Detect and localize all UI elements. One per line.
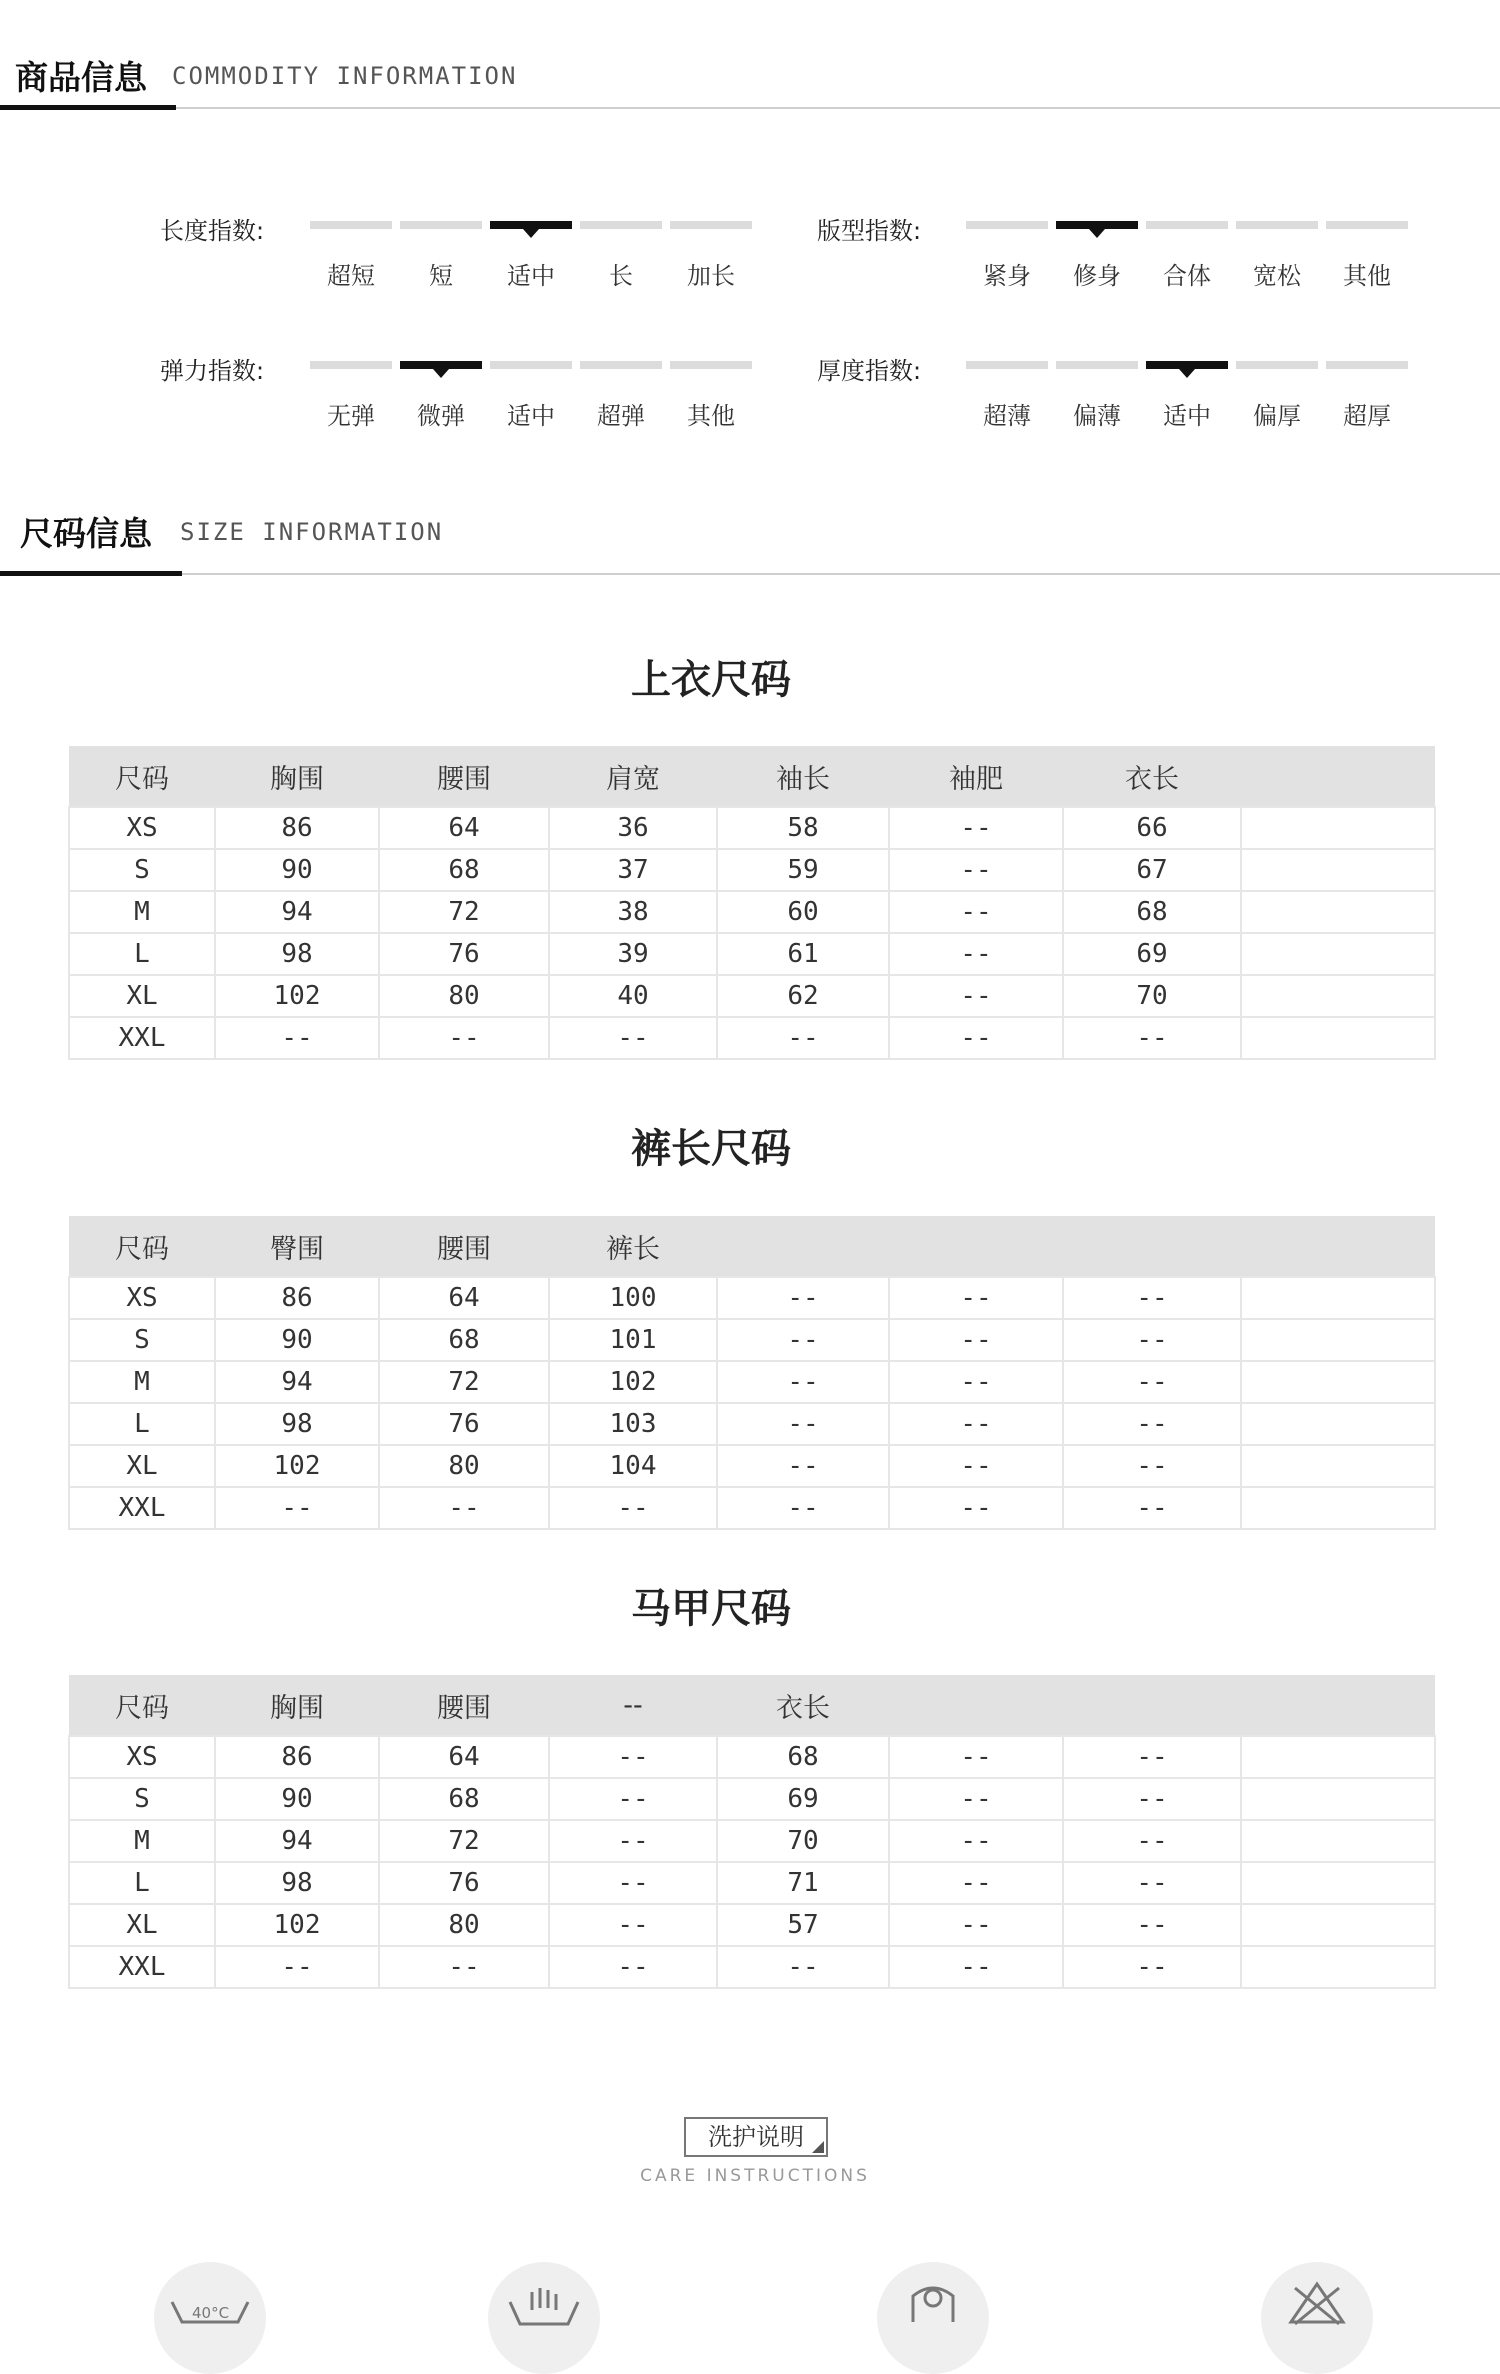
index-option-label: 适中 — [507, 262, 555, 290]
table-cell: -- — [889, 1445, 1063, 1487]
table-cell: 98 — [215, 1862, 379, 1904]
table-cell: XXL — [69, 1487, 215, 1529]
table-cell — [1241, 1403, 1435, 1445]
table-row — [69, 849, 1435, 891]
tops-size-table — [68, 746, 1436, 1060]
table-cell: 102 — [215, 975, 379, 1017]
column-header — [717, 1216, 889, 1277]
table-cell: 64 — [379, 1736, 549, 1778]
column-header: 臀围 — [215, 1216, 379, 1277]
wash-40c-icon — [154, 2262, 266, 2374]
table-cell: 102 — [215, 1904, 379, 1946]
index-option-label: 其他 — [687, 402, 735, 430]
table-cell: 58 — [717, 807, 889, 849]
table-cell: -- — [549, 1904, 717, 1946]
table-row — [69, 1862, 1435, 1904]
table-header-row — [69, 746, 1435, 807]
wash-temp-label: 40°C — [192, 2304, 230, 2322]
table-cell: -- — [889, 933, 1063, 975]
table-cell: 68 — [717, 1736, 889, 1778]
index-segment — [1236, 221, 1318, 229]
garment-icon — [877, 2262, 989, 2374]
table-cell: 90 — [215, 1319, 379, 1361]
table-cell: 104 — [549, 1445, 717, 1487]
table-row — [69, 1820, 1435, 1862]
table-cell: 62 — [717, 975, 889, 1017]
table-cell: -- — [889, 1946, 1063, 1988]
commodity-title-en: COMMODITY INFORMATION — [172, 62, 518, 90]
table-cell: -- — [549, 1017, 717, 1059]
table-cell: 67 — [1063, 849, 1241, 891]
index-segment — [966, 221, 1048, 229]
column-header: 袖长 — [717, 746, 889, 807]
index-option-label: 长 — [609, 262, 633, 290]
table-cell: -- — [889, 1820, 1063, 1862]
index-segment — [1326, 221, 1408, 229]
table-cell: S — [69, 1319, 215, 1361]
index-segment — [490, 361, 572, 369]
table-row — [69, 1403, 1435, 1445]
table-row — [69, 1017, 1435, 1059]
table-cell: 102 — [549, 1361, 717, 1403]
table-cell: XL — [69, 1904, 215, 1946]
size-divider-accent — [0, 571, 182, 576]
table-cell: 90 — [215, 1778, 379, 1820]
table-cell: -- — [889, 1403, 1063, 1445]
index-option-label: 偏厚 — [1253, 402, 1301, 430]
table-cell: -- — [889, 1277, 1063, 1319]
table-cell: 103 — [549, 1403, 717, 1445]
column-header — [1063, 1216, 1241, 1277]
pants-size-table — [68, 1216, 1436, 1530]
care-title-en: CARE INSTRUCTIONS — [640, 2166, 870, 2186]
table-cell: -- — [1063, 1778, 1241, 1820]
hand-wash-icon — [488, 2262, 600, 2374]
table-cell: -- — [1063, 1277, 1241, 1319]
table-cell: -- — [549, 1778, 717, 1820]
table-cell: -- — [1063, 1736, 1241, 1778]
index-segment — [966, 361, 1048, 369]
table-cell: -- — [889, 849, 1063, 891]
table-cell: 69 — [717, 1778, 889, 1820]
index-segment — [400, 361, 482, 369]
table-cell: XS — [69, 1277, 215, 1319]
table-cell: S — [69, 849, 215, 891]
table-row — [69, 1946, 1435, 1988]
table-header-row — [69, 1675, 1435, 1736]
table-cell: -- — [889, 1017, 1063, 1059]
table-row — [69, 975, 1435, 1017]
table-cell — [1241, 1820, 1435, 1862]
table-cell: -- — [379, 1017, 549, 1059]
fit-index-label: 版型指数: — [817, 217, 922, 245]
index-option-label: 其他 — [1343, 262, 1391, 290]
table-cell: -- — [717, 1487, 889, 1529]
table-row — [69, 1445, 1435, 1487]
tops-size-title: 上衣尺码 — [631, 656, 791, 703]
table-cell: 72 — [379, 1820, 549, 1862]
index-segment — [1146, 361, 1228, 369]
index-segment — [1056, 221, 1138, 229]
index-option-label: 加长 — [687, 262, 735, 290]
table-cell: 71 — [717, 1862, 889, 1904]
table-cell: -- — [717, 1319, 889, 1361]
table-cell: -- — [889, 1319, 1063, 1361]
table-cell: M — [69, 1361, 215, 1403]
column-header: 裤长 — [549, 1216, 717, 1277]
table-cell: 68 — [379, 1319, 549, 1361]
table-cell: 59 — [717, 849, 889, 891]
table-cell: XS — [69, 807, 215, 849]
index-segment — [310, 221, 392, 229]
corner-triangle-icon — [812, 2141, 824, 2153]
column-header — [1241, 1216, 1435, 1277]
table-row — [69, 1487, 1435, 1529]
table-cell: 38 — [549, 891, 717, 933]
table-cell: 98 — [215, 933, 379, 975]
table-cell: -- — [717, 1445, 889, 1487]
index-segment — [580, 361, 662, 369]
table-cell: L — [69, 933, 215, 975]
index-segment — [580, 221, 662, 229]
table-cell: -- — [549, 1736, 717, 1778]
index-segment — [490, 221, 572, 229]
index-option-label: 紧身 — [983, 262, 1031, 290]
table-cell — [1241, 849, 1435, 891]
table-cell: -- — [549, 1487, 717, 1529]
table-cell: 100 — [549, 1277, 717, 1319]
table-cell: 76 — [379, 1862, 549, 1904]
index-option-label: 微弹 — [417, 402, 465, 430]
table-cell: 80 — [379, 1445, 549, 1487]
table-cell: 72 — [379, 891, 549, 933]
table-cell: S — [69, 1778, 215, 1820]
commodity-divider — [0, 107, 1500, 109]
index-option-label: 超弹 — [597, 402, 645, 430]
index-segment — [670, 361, 752, 369]
column-header: 衣长 — [1063, 746, 1241, 807]
table-cell: -- — [889, 975, 1063, 1017]
index-option-label: 超薄 — [983, 402, 1031, 430]
index-segment — [1326, 361, 1408, 369]
vest-size-table — [68, 1675, 1436, 1989]
index-option-label: 修身 — [1073, 262, 1121, 290]
table-cell: M — [69, 891, 215, 933]
table-cell: -- — [889, 1778, 1063, 1820]
table-cell: -- — [549, 1946, 717, 1988]
table-cell: 36 — [549, 807, 717, 849]
elasticity-index-label: 弹力指数: — [160, 357, 265, 385]
table-cell — [1241, 933, 1435, 975]
table-cell — [1241, 891, 1435, 933]
table-cell: -- — [717, 1277, 889, 1319]
column-header: 胸围 — [215, 1675, 379, 1736]
index-option-label: 超短 — [327, 262, 375, 290]
table-header-row — [69, 1216, 1435, 1277]
table-cell: L — [69, 1862, 215, 1904]
table-cell: -- — [379, 1487, 549, 1529]
table-cell: 68 — [1063, 891, 1241, 933]
table-cell: -- — [1063, 1445, 1241, 1487]
table-cell: XXL — [69, 1017, 215, 1059]
table-cell — [1241, 1736, 1435, 1778]
table-cell: 86 — [215, 807, 379, 849]
table-row — [69, 1736, 1435, 1778]
index-option-label: 短 — [429, 262, 453, 290]
table-cell: -- — [1063, 1361, 1241, 1403]
table-cell: 94 — [215, 1820, 379, 1862]
column-header — [889, 1675, 1063, 1736]
table-cell: -- — [215, 1946, 379, 1988]
index-option-label: 偏薄 — [1073, 402, 1121, 430]
table-cell: XL — [69, 1445, 215, 1487]
care-title-zh: 洗护说明 — [708, 2123, 804, 2151]
table-cell: -- — [215, 1017, 379, 1059]
table-cell — [1241, 1946, 1435, 1988]
index-segment — [670, 221, 752, 229]
table-cell: 76 — [379, 933, 549, 975]
index-option-label: 超厚 — [1343, 402, 1391, 430]
table-cell: -- — [717, 1017, 889, 1059]
table-cell: 94 — [215, 1361, 379, 1403]
size-divider — [0, 573, 1500, 575]
table-cell: 70 — [1063, 975, 1241, 1017]
table-cell: 86 — [215, 1736, 379, 1778]
index-option-label: 宽松 — [1253, 262, 1301, 290]
no-bleach-icon — [1261, 2262, 1373, 2374]
table-cell: -- — [1063, 1904, 1241, 1946]
table-cell — [1241, 1319, 1435, 1361]
table-cell: -- — [1063, 1017, 1241, 1059]
index-segment — [1146, 221, 1228, 229]
table-cell — [1241, 1904, 1435, 1946]
table-cell: -- — [1063, 1820, 1241, 1862]
column-header: 尺码 — [69, 1675, 215, 1736]
table-cell: 90 — [215, 849, 379, 891]
table-cell: 94 — [215, 891, 379, 933]
table-cell: XXL — [69, 1946, 215, 1988]
table-cell: 61 — [717, 933, 889, 975]
table-cell: -- — [1063, 1862, 1241, 1904]
table-cell: -- — [379, 1946, 549, 1988]
table-cell: 70 — [717, 1820, 889, 1862]
table-cell: -- — [889, 1487, 1063, 1529]
pants-size-title: 裤长尺码 — [631, 1125, 791, 1172]
table-cell: -- — [215, 1487, 379, 1529]
table-cell: 57 — [717, 1904, 889, 1946]
table-cell: 37 — [549, 849, 717, 891]
column-header: 尺码 — [69, 746, 215, 807]
table-cell: M — [69, 1820, 215, 1862]
table-cell: 39 — [549, 933, 717, 975]
table-cell: -- — [889, 891, 1063, 933]
table-cell: 86 — [215, 1277, 379, 1319]
column-header: 腰围 — [379, 1216, 549, 1277]
index-option-label: 适中 — [507, 402, 555, 430]
table-cell — [1241, 1862, 1435, 1904]
index-option-label: 合体 — [1163, 262, 1211, 290]
table-cell: 80 — [379, 1904, 549, 1946]
table-cell — [1241, 1361, 1435, 1403]
table-cell — [1241, 1017, 1435, 1059]
table-cell — [1241, 1778, 1435, 1820]
column-header — [1241, 746, 1435, 807]
table-cell: -- — [717, 1403, 889, 1445]
index-segment — [310, 361, 392, 369]
table-cell: -- — [549, 1862, 717, 1904]
table-cell: 102 — [215, 1445, 379, 1487]
commodity-divider-accent — [0, 105, 176, 110]
table-cell: -- — [1063, 1319, 1241, 1361]
table-cell: 98 — [215, 1403, 379, 1445]
index-option-label: 适中 — [1163, 402, 1211, 430]
index-segment — [1056, 361, 1138, 369]
table-cell: -- — [889, 1904, 1063, 1946]
commodity-title-zh: 商品信息 — [15, 58, 147, 97]
size-title-zh: 尺码信息 — [20, 514, 152, 553]
table-row — [69, 1361, 1435, 1403]
table-cell: 101 — [549, 1319, 717, 1361]
table-cell: 69 — [1063, 933, 1241, 975]
table-cell: 68 — [379, 1778, 549, 1820]
vest-size-title: 马甲尺码 — [631, 1585, 791, 1632]
length-index-label: 长度指数: — [160, 217, 265, 245]
column-header: 腰围 — [379, 1675, 549, 1736]
table-cell — [1241, 807, 1435, 849]
table-cell: -- — [717, 1946, 889, 1988]
table-cell: L — [69, 1403, 215, 1445]
table-cell: 80 — [379, 975, 549, 1017]
column-header — [889, 1216, 1063, 1277]
table-row — [69, 1277, 1435, 1319]
table-cell — [1241, 975, 1435, 1017]
table-cell: -- — [1063, 1946, 1241, 1988]
table-row — [69, 1904, 1435, 1946]
column-header: 肩宽 — [549, 746, 717, 807]
column-header — [1241, 1675, 1435, 1736]
table-cell: 64 — [379, 1277, 549, 1319]
column-header — [1063, 1675, 1241, 1736]
table-row — [69, 1319, 1435, 1361]
table-cell: -- — [889, 1862, 1063, 1904]
table-cell — [1241, 1277, 1435, 1319]
table-cell: 60 — [717, 891, 889, 933]
column-header: -- — [549, 1675, 717, 1736]
column-header: 衣长 — [717, 1675, 889, 1736]
table-cell: -- — [549, 1820, 717, 1862]
table-cell: 40 — [549, 975, 717, 1017]
column-header: 尺码 — [69, 1216, 215, 1277]
table-row — [69, 891, 1435, 933]
table-cell: 64 — [379, 807, 549, 849]
table-cell: 68 — [379, 849, 549, 891]
table-cell — [1241, 1487, 1435, 1529]
index-segment — [400, 221, 482, 229]
column-header: 腰围 — [379, 746, 549, 807]
size-title-en: SIZE INFORMATION — [180, 518, 444, 546]
table-cell: -- — [1063, 1487, 1241, 1529]
table-cell: -- — [889, 1736, 1063, 1778]
table-cell: -- — [889, 1361, 1063, 1403]
column-header: 袖肥 — [889, 746, 1063, 807]
table-row — [69, 1778, 1435, 1820]
table-row — [69, 933, 1435, 975]
table-cell: -- — [717, 1361, 889, 1403]
column-header: 胸围 — [215, 746, 379, 807]
table-cell — [1241, 1445, 1435, 1487]
table-cell: 72 — [379, 1361, 549, 1403]
index-segment — [1236, 361, 1318, 369]
table-cell: -- — [1063, 1403, 1241, 1445]
table-cell: 66 — [1063, 807, 1241, 849]
care-title-box — [684, 2117, 828, 2157]
table-cell: 76 — [379, 1403, 549, 1445]
index-option-label: 无弹 — [327, 402, 375, 430]
table-cell: -- — [889, 807, 1063, 849]
thickness-index-label: 厚度指数: — [817, 357, 922, 385]
table-row — [69, 807, 1435, 849]
table-cell: XL — [69, 975, 215, 1017]
table-cell: XS — [69, 1736, 215, 1778]
